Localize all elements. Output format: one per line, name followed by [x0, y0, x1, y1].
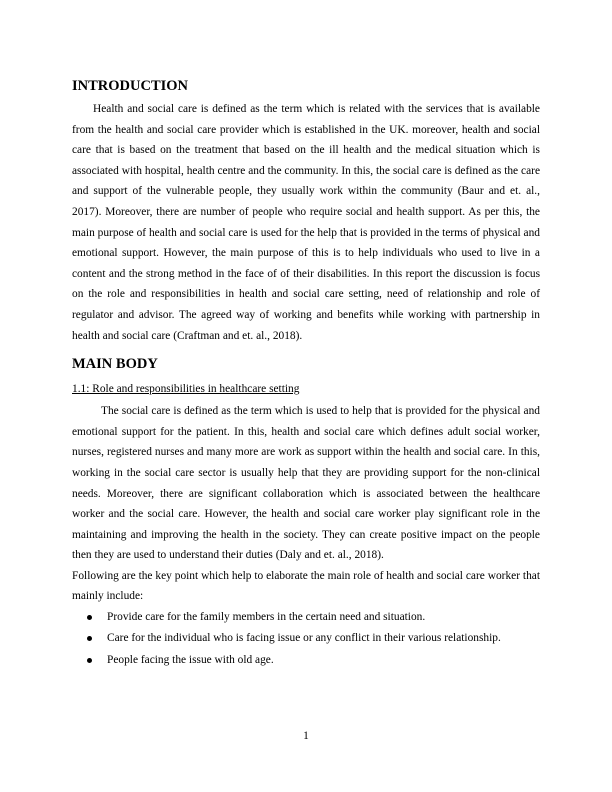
section-1-1-heading: 1.1: Role and responsibilities in healthcare setting	[72, 383, 300, 396]
bullet-dot-icon	[87, 658, 92, 663]
list-item	[72, 650, 540, 671]
key-points-lead-in: Following are the key point which help to elaborate the main role of health and social care worker that mainly include:	[72, 569, 540, 603]
section-1-1-paragraph: The social care is defined as the term which is used to help that is provided for the physical and emotional support for the patient. In this, health and social care which defines adult social worker, nurses, registered nurses and many more are work as support within the health and social care. In this, working in the social care sector is usually help that they are providing support for the non-clinical needs. Moreover, there are significant collaboration which is associated between the healthcare worker and the social care. However, the health and social care worker play significant role in the maintaining and improving the health in the society. They can create positive impact on the people then they are used to understand their duties (Daly and et. al., 2018).	[72, 405, 540, 562]
main-body-heading: MAIN BODY	[72, 356, 158, 373]
introduction-heading: INTRODUCTION	[72, 78, 189, 94]
list-item	[72, 607, 540, 628]
introduction-paragraph: Health and social care is defined as the term which is related with the services that is available from the health and social care provider which is established in the UK. moreover, health and social care that is based on the treatment that based on the ill health and the medical situation which is associated with hospital, health centre and the community. In this, the social care is defined as the care and support of the vulnerable people, they usually work within the community (Baur and et. al., 2017). Moreover, there are number of people who require social and health support. As per this, the main purpose of health and social care is used for the help that is provided in the terms of physical and emotional support. However, the main purpose of this is to help individuals who used to live in a content and the strong method in the face of of their disabilities. In this report the discussion is focus on the role and responsibilities in health and social care setting, need of relationship and role of regulator and advisor. The agreed way of working and benefits while working with partnership in health and social care (Craftman and et. al., 2018).	[72, 103, 540, 342]
bullet-dot-icon	[87, 615, 92, 620]
list-item-text: Provide care for the family members in the certain need and situation.	[107, 611, 426, 624]
page-number: 1	[303, 730, 309, 742]
list-item	[72, 628, 540, 649]
list-item-text: People facing the issue with old age.	[107, 653, 274, 666]
list-item-text: Care for the individual who is facing issue or any conflict in their various relationship.	[107, 632, 501, 645]
document-page	[72, 76, 540, 671]
bullet-dot-icon	[87, 636, 92, 641]
key-points-list	[72, 607, 540, 670]
